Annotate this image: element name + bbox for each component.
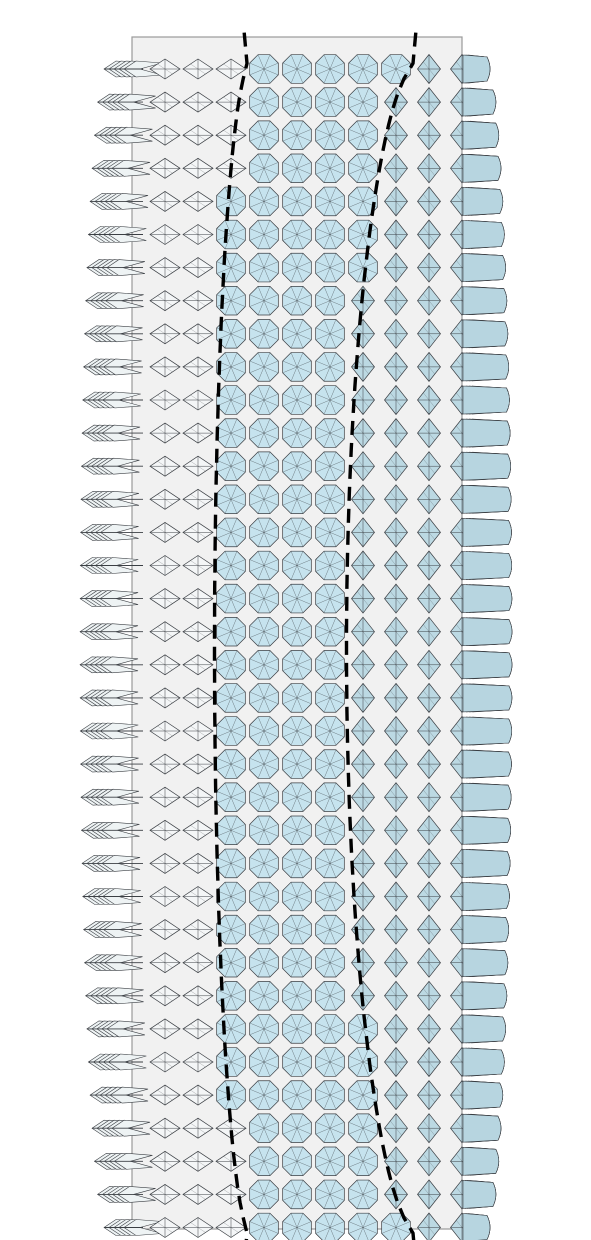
cell-r34-c4	[250, 1147, 279, 1176]
cell-r8-c4	[250, 286, 279, 315]
cell-r7-c4	[250, 253, 279, 282]
cell-r12-c4	[250, 419, 279, 448]
right-tile-12	[463, 419, 510, 447]
cell-r1-c8	[382, 55, 411, 84]
cell-r29-c6	[316, 981, 345, 1010]
right-tile-10	[463, 353, 509, 381]
left-arrow-23	[81, 789, 143, 805]
cell-r18-c6	[316, 617, 345, 646]
cell-r25-c3	[217, 849, 246, 878]
cell-r13-c5	[283, 452, 312, 481]
cell-r2-c4	[250, 88, 279, 117]
cell-r33-c5	[283, 1114, 312, 1143]
right-tile-22	[463, 750, 511, 778]
cell-r3-c5	[283, 121, 312, 150]
right-tile-14	[463, 485, 511, 513]
left-arrow-19	[80, 657, 143, 673]
left-arrow-30	[87, 1021, 145, 1037]
cell-r26-c6	[316, 882, 345, 911]
cell-r16-c4	[250, 551, 279, 580]
right-tile-2	[463, 88, 496, 116]
cell-r7-c5	[283, 253, 312, 282]
right-tile-35	[463, 1180, 496, 1208]
cell-r32-c5	[283, 1081, 312, 1110]
cell-r24-c4	[250, 816, 279, 845]
cell-r23-c6	[316, 783, 345, 812]
cell-r21-c6	[316, 717, 345, 746]
cell-r4-c7	[349, 154, 378, 183]
cell-r30-c3	[217, 1015, 246, 1044]
cell-r21-c4	[250, 717, 279, 746]
cell-r5-c5	[283, 187, 312, 216]
right-tile-16	[463, 552, 512, 580]
cell-r18-c3	[217, 617, 246, 646]
cell-r26-c5	[283, 882, 312, 911]
left-arrow-11	[83, 392, 143, 408]
cell-r15-c6	[316, 518, 345, 547]
cell-r36-c6	[316, 1213, 345, 1240]
cell-r13-c4	[250, 452, 279, 481]
cell-r1-c4	[250, 55, 279, 84]
cell-r21-c5	[283, 717, 312, 746]
left-arrow-17	[80, 591, 143, 607]
cell-r4-c5	[283, 154, 312, 183]
cell-r18-c5	[283, 617, 312, 646]
cell-r2-c5	[283, 88, 312, 117]
cell-r22-c4	[250, 750, 279, 779]
cell-r35-c7	[349, 1180, 378, 1209]
cell-r13-c3	[217, 452, 246, 481]
cell-r28-c6	[316, 948, 345, 977]
cell-r3-c7	[349, 121, 378, 150]
right-tile-25	[463, 849, 510, 877]
left-arrow-27	[84, 922, 143, 938]
left-arrow-14	[81, 491, 143, 507]
cell-r11-c5	[283, 386, 312, 415]
cell-r21-c3	[217, 717, 246, 746]
left-arrow-16	[80, 558, 143, 574]
right-tile-stack	[463, 55, 512, 1240]
cell-r34-c5	[283, 1147, 312, 1176]
cell-r16-c5	[283, 551, 312, 580]
cell-r32-c6	[316, 1081, 345, 1110]
cell-r15-c3	[217, 518, 246, 547]
cell-r23-c3	[217, 783, 246, 812]
right-tile-27	[463, 916, 509, 944]
cell-r36-c5	[283, 1213, 312, 1240]
cell-r30-c5	[283, 1015, 312, 1044]
cell-r19-c5	[283, 650, 312, 679]
cell-r28-c5	[283, 948, 312, 977]
left-arrow-21	[80, 723, 143, 739]
cell-r3-c6	[316, 121, 345, 150]
left-arrow-10	[84, 359, 143, 375]
cell-r27-c4	[250, 915, 279, 944]
left-arrow-31	[88, 1054, 146, 1070]
cell-r15-c4	[250, 518, 279, 547]
cell-r2-c7	[349, 88, 378, 117]
cell-r26-c4	[250, 882, 279, 911]
cell-r32-c4	[250, 1081, 279, 1110]
left-arrow-25	[82, 855, 143, 871]
cell-r6-c4	[250, 220, 279, 249]
cell-r5-c4	[250, 187, 279, 216]
right-tile-29	[463, 982, 507, 1010]
left-arrow-5	[90, 193, 148, 209]
cell-r36-c4	[250, 1213, 279, 1240]
left-arrow-7	[87, 260, 145, 276]
right-tile-1	[463, 55, 490, 83]
left-arrow-24	[81, 822, 143, 838]
cell-r14-c4	[250, 485, 279, 514]
left-arrow-6	[88, 227, 146, 243]
left-arrow-12	[82, 425, 143, 441]
cell-r5-c6	[316, 187, 345, 216]
cell-r11-c4	[250, 386, 279, 415]
cell-r9-c4	[250, 319, 279, 348]
cell-r17-c3	[217, 584, 246, 613]
cell-r12-c6	[316, 419, 345, 448]
right-tile-8	[463, 287, 507, 315]
cell-r20-c3	[217, 684, 246, 713]
cell-r14-c5	[283, 485, 312, 514]
cell-r29-c4	[250, 981, 279, 1010]
cell-r20-c4	[250, 684, 279, 713]
right-tile-6	[463, 221, 504, 249]
right-tile-5	[463, 187, 503, 215]
cell-r32-c3	[217, 1081, 246, 1110]
right-tile-26	[463, 883, 509, 911]
cell-r4-c4	[250, 154, 279, 183]
cell-r1-c7	[349, 55, 378, 84]
cell-r6-c5	[283, 220, 312, 249]
cell-r33-c6	[316, 1114, 345, 1143]
cell-r22-c5	[283, 750, 312, 779]
cell-r25-c6	[316, 849, 345, 878]
cell-r17-c6	[316, 584, 345, 613]
right-tile-9	[463, 320, 508, 348]
cell-r19-c4	[250, 650, 279, 679]
cell-r30-c4	[250, 1015, 279, 1044]
cell-r23-c5	[283, 783, 312, 812]
cell-r17-c5	[283, 584, 312, 613]
left-arrow-26	[83, 889, 143, 905]
right-tile-36	[463, 1214, 490, 1240]
cell-r31-c7	[349, 1048, 378, 1077]
cell-r25-c5	[283, 849, 312, 878]
cell-r31-c6	[316, 1048, 345, 1077]
right-tile-34	[463, 1147, 499, 1175]
left-arrow-15	[81, 524, 143, 540]
cell-r33-c7	[349, 1114, 378, 1143]
left-arrow-20	[80, 690, 143, 706]
left-arrow-32	[90, 1087, 148, 1103]
cell-r24-c5	[283, 816, 312, 845]
cell-r36-c7	[349, 1213, 378, 1240]
cell-r5-c3	[217, 187, 246, 216]
cell-r14-c3	[217, 485, 246, 514]
cell-r8-c5	[283, 286, 312, 315]
cell-r25-c4	[250, 849, 279, 878]
cell-r19-c6	[316, 650, 345, 679]
right-tile-17	[463, 585, 512, 613]
left-arrow-28	[85, 955, 143, 971]
cell-r30-c6	[316, 1015, 345, 1044]
cell-r23-c4	[250, 783, 279, 812]
cell-r16-c3	[217, 551, 246, 580]
cell-r10-c4	[250, 353, 279, 382]
left-arrow-9	[85, 326, 143, 342]
cell-r6-c3	[217, 220, 246, 249]
right-tile-23	[463, 783, 511, 811]
cell-r8-c6	[316, 286, 345, 315]
right-tile-21	[463, 717, 512, 745]
right-tile-30	[463, 1015, 506, 1043]
cell-r31-c4	[250, 1048, 279, 1077]
cell-r33-c4	[250, 1114, 279, 1143]
cell-r20-c6	[316, 684, 345, 713]
cell-r34-c6	[316, 1147, 345, 1176]
cell-r22-c6	[316, 750, 345, 779]
cell-r11-c3	[217, 386, 246, 415]
cell-r28-c4	[250, 948, 279, 977]
cell-r3-c4	[250, 121, 279, 150]
cell-r34-c7	[349, 1147, 378, 1176]
cell-r18-c4	[250, 617, 279, 646]
right-tile-28	[463, 949, 508, 977]
cell-r19-c3	[217, 650, 246, 679]
left-arrow-8	[86, 293, 144, 309]
cell-r24-c6	[316, 816, 345, 845]
cell-r2-c6	[316, 88, 345, 117]
right-tile-11	[463, 386, 509, 414]
cell-r14-c6	[316, 485, 345, 514]
right-tile-19	[463, 651, 512, 679]
cell-r1-c6	[316, 55, 345, 84]
left-arrow-4	[92, 160, 150, 176]
left-arrow-33	[92, 1120, 150, 1136]
cell-r35-c5	[283, 1180, 312, 1209]
cell-r36-c8	[382, 1213, 411, 1240]
right-tile-24	[463, 816, 511, 844]
cell-r9-c5	[283, 319, 312, 348]
right-tile-13	[463, 452, 511, 480]
right-tile-18	[463, 618, 512, 646]
cell-r7-c6	[316, 253, 345, 282]
right-tile-3	[463, 121, 499, 149]
cell-r17-c4	[250, 584, 279, 613]
cell-r31-c3	[217, 1048, 246, 1077]
right-tile-7	[463, 254, 506, 282]
cell-r12-c3	[217, 419, 246, 448]
cell-r29-c5	[283, 981, 312, 1010]
cell-r22-c3	[217, 750, 246, 779]
left-arrow-22	[81, 756, 143, 772]
cell-r13-c6	[316, 452, 345, 481]
right-tile-4	[463, 154, 501, 182]
cell-r11-c6	[316, 386, 345, 415]
cell-r27-c5	[283, 915, 312, 944]
cell-r35-c6	[316, 1180, 345, 1209]
cell-r20-c5	[283, 684, 312, 713]
cell-r1-c5	[283, 55, 312, 84]
cell-r12-c5	[283, 419, 312, 448]
cell-r16-c6	[316, 551, 345, 580]
right-tile-31	[463, 1048, 504, 1076]
right-tile-32	[463, 1081, 503, 1109]
cell-r10-c5	[283, 353, 312, 382]
cell-r31-c5	[283, 1048, 312, 1077]
cell-r35-c4	[250, 1180, 279, 1209]
cell-r10-c6	[316, 353, 345, 382]
right-tile-33	[463, 1114, 501, 1142]
right-tile-20	[463, 684, 512, 712]
cell-r9-c6	[316, 319, 345, 348]
cell-r7-c3	[217, 253, 246, 282]
left-arrow-13	[81, 458, 143, 474]
cell-r6-c7	[349, 220, 378, 249]
right-tile-15	[463, 518, 511, 546]
cell-r6-c6	[316, 220, 345, 249]
cell-r26-c3	[217, 882, 246, 911]
cell-r15-c5	[283, 518, 312, 547]
cell-r24-c3	[217, 816, 246, 845]
left-arrow-18	[80, 624, 143, 640]
cell-r27-c6	[316, 915, 345, 944]
cell-r4-c6	[316, 154, 345, 183]
left-arrow-29	[86, 988, 144, 1004]
